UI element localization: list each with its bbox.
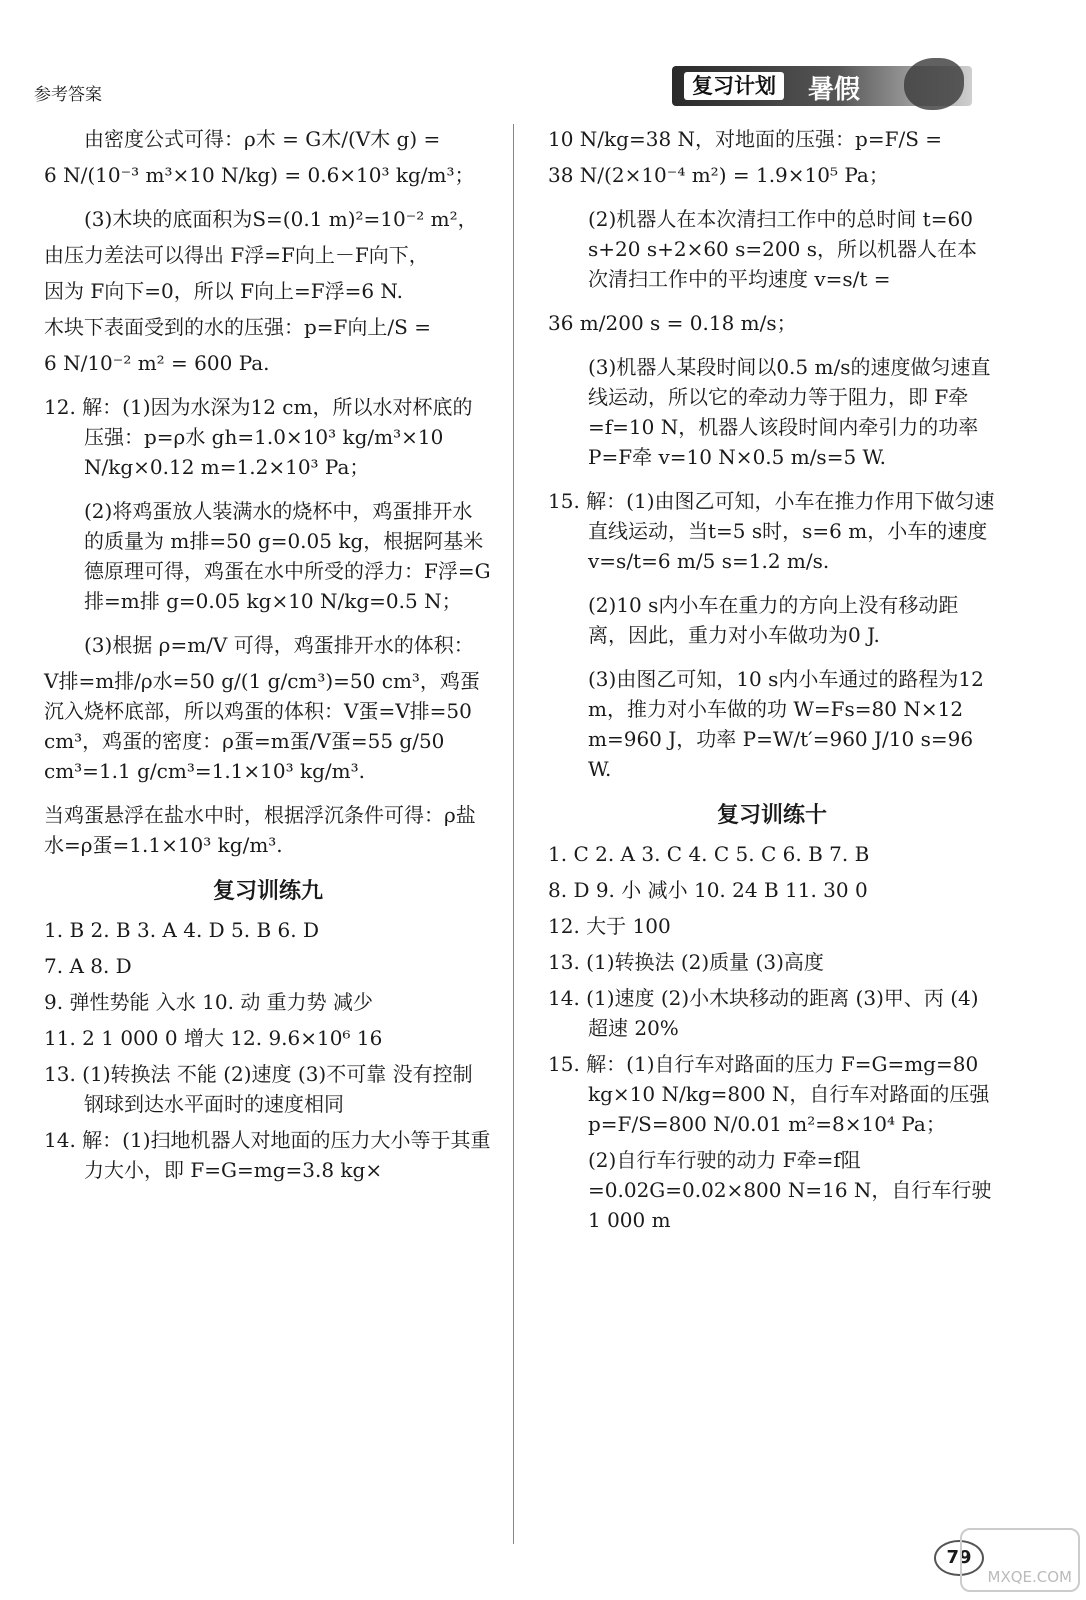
text-line: V排=m排/ρ水=50 g/(1 g/cm³)=50 cm³，鸡蛋沉入烧杯底部，所以鸡蛋的体积：V蛋=V排=50 cm³，鸡蛋的密度：ρ蛋=m蛋/V蛋=55 g/50 cm³=1.1 g/cm³=1.1×10³ kg/m³. xyxy=(44,669,480,783)
right-column xyxy=(548,124,996,1241)
text-line: (3)机器人某段时间以0.5 m/s的速度做匀速直线运动，所以它的牵动力等于阻力，即 F牵=f=10 N，机器人该段时间内牵引力的功率 P=F牵 v=10 N×0.5 m/s=5 W. xyxy=(588,355,991,469)
text-line: 由压力差法可以得出 F浮=F向上－F向下， xyxy=(44,243,429,267)
answer-12: 12. 解：(1)因为水深为12 cm，所以水对杯底的压强：p=ρ水 gh=1.0×10³ kg/m³×10 N/kg×0.12 m=1.2×10³ Pa； xyxy=(44,395,473,479)
text-line: 由密度公式可得：ρ木 = G木/(V木 g) = xyxy=(84,127,441,151)
answer-line: 1. B 2. B 3. A 4. D 5. B 6. D xyxy=(44,918,320,942)
answer-line: 13. (1)转换法 (2)质量 (3)高度 xyxy=(548,950,824,974)
text-line: 38 N/(2×10⁻⁴ m²) = 1.9×10⁵ Pa； xyxy=(548,163,889,187)
text-line: (3)由图乙可知，10 s内小车通过的路程为12 m，推力对小车做的功 W=Fs=80 N×12 m=960 J，功率 P=W/t′=960 J/10 s=96 W. xyxy=(588,667,984,781)
text-line: (3)根据 ρ=m/V 可得，鸡蛋排开水的体积： xyxy=(84,633,474,657)
answer-line: 14. 解：(1)扫地机器人对地面的压力大小等于其重力大小，即 F=G=mg=3.8 kg× xyxy=(44,1128,491,1182)
banner-decoration-icon xyxy=(904,58,964,110)
text-line: 10 N/kg=38 N，对地面的压强：p=F/S = xyxy=(548,127,943,151)
left-column xyxy=(44,124,492,1191)
answer-line: 12. 大于 100 xyxy=(548,914,671,938)
text-line: (2)10 s内小车在重力的方向上没有移动距离，因此，重力对小车做功为0 J. xyxy=(588,593,959,647)
title-banner xyxy=(672,66,972,106)
answer-line: 9. 弹性势能 入水 10. 动 重力势 减少 xyxy=(44,990,374,1014)
text-line: (3)木块的底面积为S=(0.1 m)²=10⁻² m²， xyxy=(84,207,478,231)
answer-line: 8. D 9. 小 减小 10. 24 B 11. 30 0 xyxy=(548,878,868,902)
text-line: 36 m/200 s = 0.18 m/s； xyxy=(548,311,797,335)
section-title: 复习训练九 xyxy=(212,879,323,904)
banner-main: 复习计划 xyxy=(684,72,784,100)
column-divider xyxy=(513,124,514,1544)
text-line: (2)将鸡蛋放人装满水的烧杯中，鸡蛋排开水的质量为 m排=50 g=0.05 kg，根据阿基米德原理可得，鸡蛋在水中所受的浮力：F浮=G排=m排 g=0.05 kg×10 N/kg=0.5 N； xyxy=(84,499,491,613)
banner-sub: 暑假 xyxy=(808,75,861,105)
text-line: 木块下表面受到的水的压强：p=F向上/S = xyxy=(44,315,431,339)
text-line: (2)机器人在本次清扫工作中的总时间 t=60 s+20 s+2×60 s=200 s，所以机器人在本次清扫工作中的平均速度 v=s/t = xyxy=(588,207,977,291)
watermark: MXQE.COM xyxy=(960,1528,1080,1592)
answer-line: 14. (1)速度 (2)小木块移动的距离 (3)甲、丙 (4)超速 20% xyxy=(548,986,979,1040)
text-line: 6 N/(10⁻³ m³×10 N/kg) = 0.6×10³ kg/m³； xyxy=(44,163,475,187)
answer-line: 1. C 2. A 3. C 4. C 5. C 6. B 7. B xyxy=(548,842,870,866)
page-number: 79 xyxy=(934,1540,984,1576)
text-line: (2)自行车行驶的动力 F牵=f阻=0.02G=0.02×800 N=16 N，自行车行驶 1 000 m xyxy=(588,1148,992,1232)
text-line: 因为 F向下=0，所以 F向上=F浮=6 N. xyxy=(44,279,404,303)
text-line: 当鸡蛋悬浮在盐水中时，根据浮沉条件可得：ρ盐水=ρ蛋=1.1×10³ kg/m³. xyxy=(44,803,476,857)
answer-line: 13. (1)转换法 不能 (2)速度 (3)不可靠 没有控制钢球到达水平面时的速度相同 xyxy=(44,1062,473,1116)
answer-line: 7. A 8. D xyxy=(44,954,132,978)
answer-line: 11. 2 1 000 0 增大 12. 9.6×10⁶ 16 xyxy=(44,1026,383,1050)
answer-15: 15. 解：(1)由图乙可知，小车在推力作用下做匀速直线运动，当t=5 s时，s=6 m，小车的速度 v=s/t=6 m/5 s=1.2 m/s. xyxy=(548,489,995,573)
answer-line: 15. 解：(1)自行车对路面的压力 F=G=mg=80 kg×10 N/kg=800 N，自行车对路面的压强 p=F/S=800 N/0.01 m²=8×10⁴ Pa； xyxy=(548,1052,990,1136)
text-line: 6 N/10⁻² m² = 600 Pa. xyxy=(44,351,270,375)
section-title: 复习训练十 xyxy=(716,803,827,828)
header-label: 参考答案 xyxy=(34,85,102,105)
